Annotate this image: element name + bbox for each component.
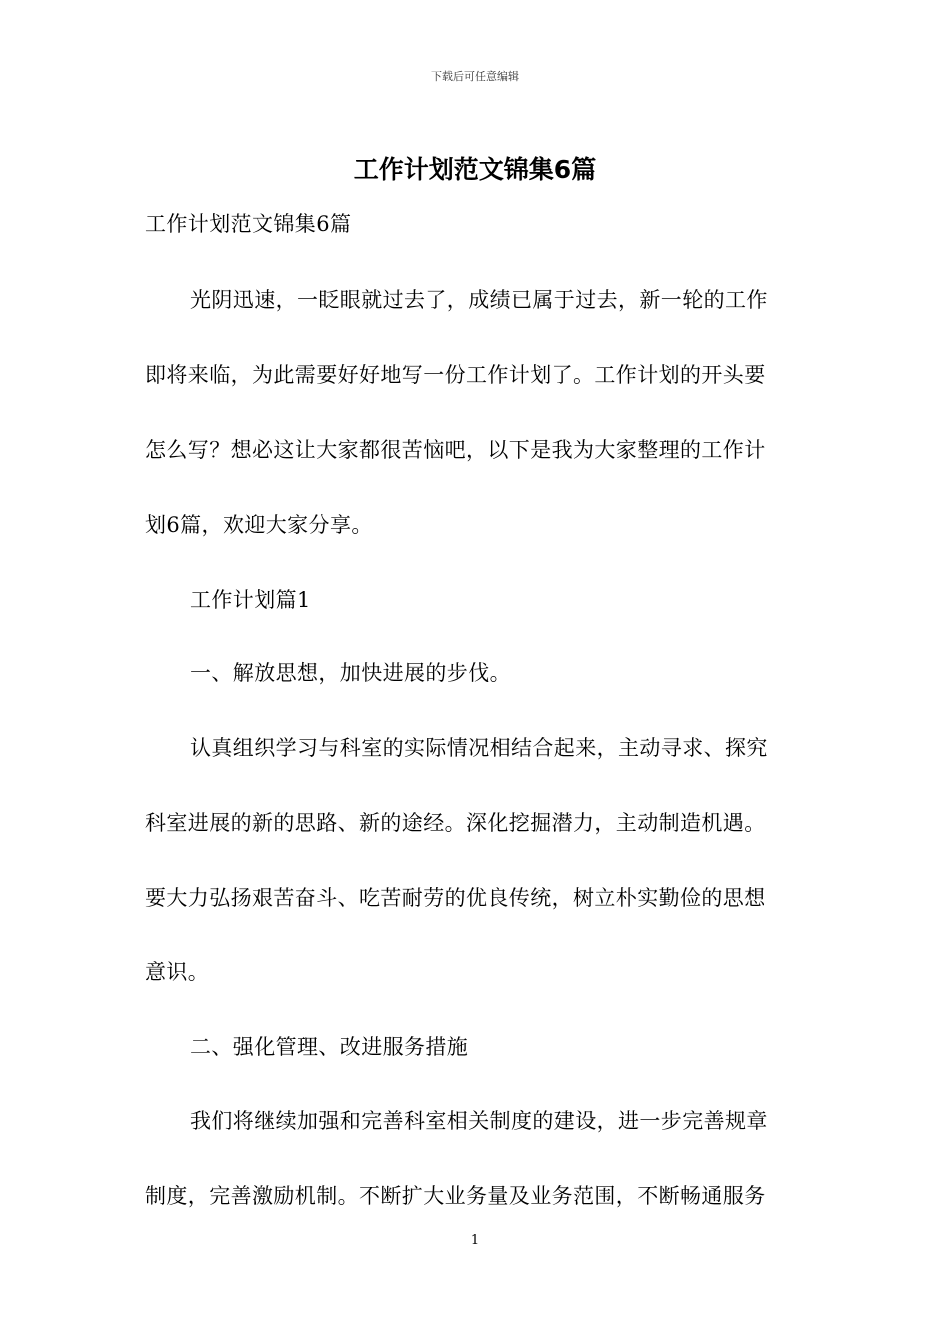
- body-line: 制度，完善激励机制。不断扩大业务量及业务范围，不断畅通服务: [145, 1184, 766, 1208]
- body-line: 怎么写？想必这让大家都很苦恼吧，以下是我为大家整理的工作计: [145, 438, 766, 462]
- section-heading: 工作计划篇1: [190, 588, 311, 612]
- document-title: 工作计划范文锦集6篇: [353, 155, 597, 184]
- body-line: 意识。: [145, 960, 210, 984]
- body-line: 光阴迅速，一眨眼就过去了，成绩已属于过去，新一轮的工作: [190, 288, 768, 312]
- body-line: 划6篇，欢迎大家分享。: [145, 513, 373, 537]
- header-note: 下载后可任意编辑: [431, 70, 519, 83]
- section-subheading: 一、解放思想，加快进展的步伐。: [190, 661, 511, 685]
- body-line: 科室进展的新的思路、新的途经。深化挖掘潜力，主动制造机遇。: [145, 811, 766, 835]
- body-line: 认真组织学习与科室的实际情况相结合起来，主动寻求、探究: [190, 736, 768, 760]
- section-subheading: 二、强化管理、改进服务措施: [190, 1035, 469, 1059]
- body-line: 要大力弘扬艰苦奋斗、吃苦耐劳的优良传统，树立朴实勤俭的思想: [145, 886, 766, 910]
- document-subtitle: 工作计划范文锦集6篇: [145, 212, 352, 236]
- page-number: 1: [470, 1233, 480, 1248]
- body-line: 即将来临，为此需要好好地写一份工作计划了。工作计划的开头要: [145, 363, 766, 387]
- body-line: 我们将继续加强和完善科室相关制度的建设，进一步完善规章: [190, 1109, 768, 1133]
